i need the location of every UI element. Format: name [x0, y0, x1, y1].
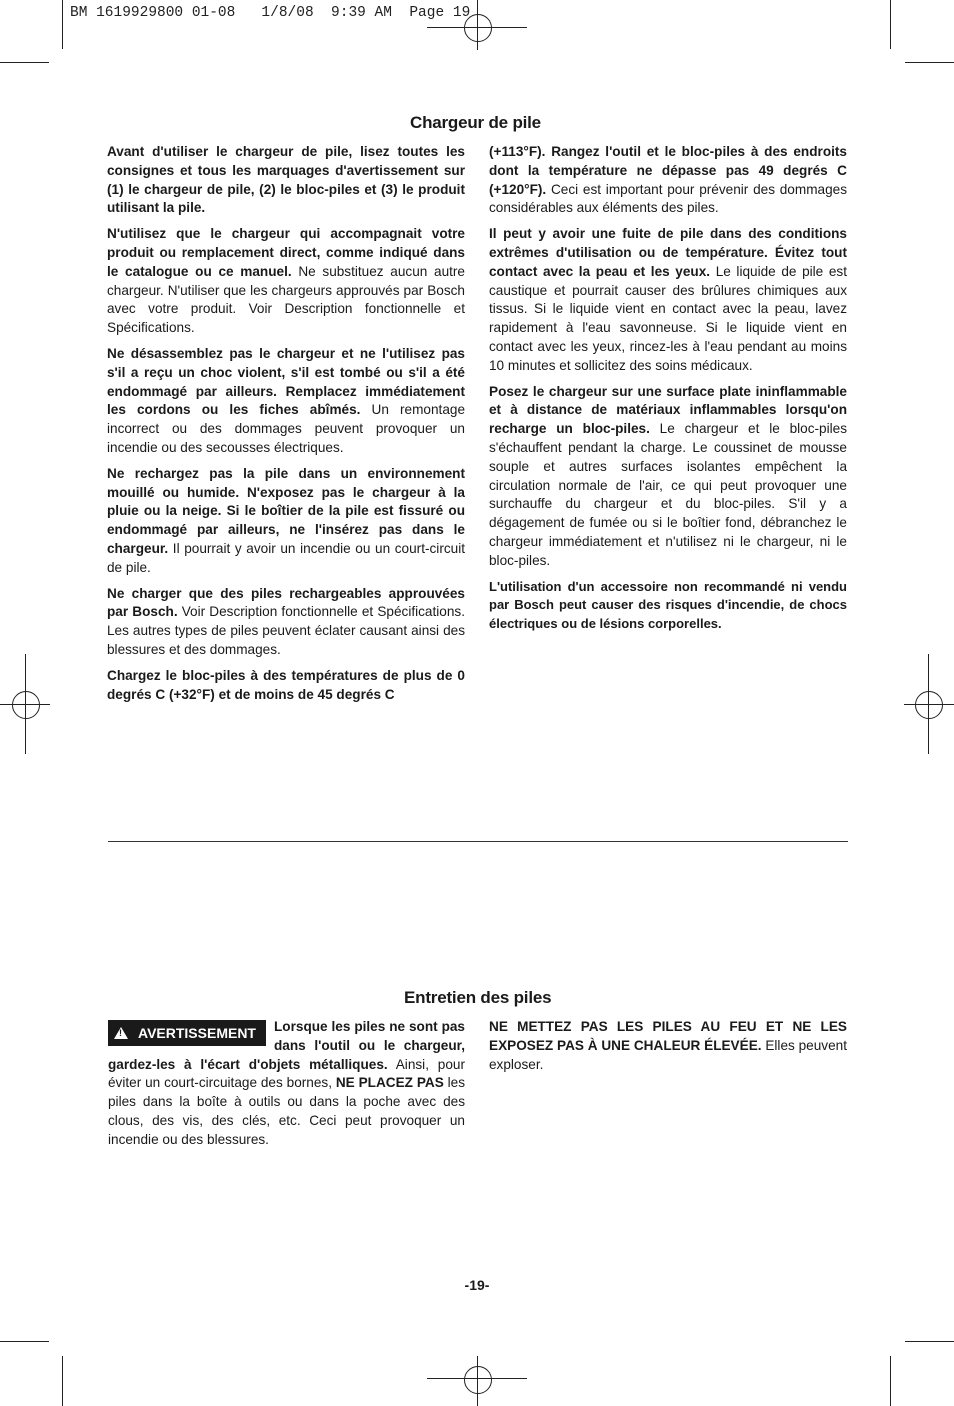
entretien-right-column [489, 1018, 847, 1081]
section-divider [108, 841, 848, 842]
chargeur-paragraph: Avant d'utiliser le chargeur de pile, lisez toutes les consignes et tous les marquages d'avertissement sur (1) le chargeur de pile, (2) le bloc-piles et (3) le produit utilisant la pile. [107, 144, 465, 216]
chargeur-paragraph: Ne rechargez pas la pile dans un environnement mouillé ou humide. N'exposez pas le chargeur à la pluie ou la neige. Si le boîtier de la pile est fissuré ou endommagé par ailleurs, ne l'insérez pas dans le chargeur. Il pourrait y avoir un incendie ou un court-circuit de pile. [107, 465, 465, 575]
chargeur-right-column [489, 143, 847, 641]
entretien-paragraph: NE METTEZ PAS LES PILES AU FEU ET NE LES EXPOSEZ PAS À UNE CHALEUR ÉLEVÉE. Elles peuvent exploser. [489, 1019, 847, 1072]
section-title-entretien: Entretien des piles [404, 988, 552, 1007]
chargeur-paragraph: Posez le chargeur sur une surface plate ininflammable et à distance de matériaux inflammables lorsqu'on recharge un bloc-piles. Le chargeur et le bloc-piles s'échauffent pendant la charge. Le coussinet de mousse souple et autres surfaces isolantes empêchent la circulation normale de l'air, ce qui peut provoquer une surchauffe du chargeur et du bloc-piles. S'il y a dégagement de fumée ou si le boîtier fond, débranchez le chargeur immédiatement et n'utilisez ni le chargeur, ni le bloc-piles. [489, 383, 847, 568]
chargeur-paragraph: Ne charger que des piles rechargeables approuvées par Bosch. Voir Description fonctionnelle et Spécifications. Les autres types de piles peuvent éclater causant ainsi des blessures et des dommages. [107, 585, 465, 657]
chargeur-paragraph: (+113°F). Rangez l'outil et le bloc-piles à des endroits dont la température ne dépasse pas 49 degrés C (+120°F). Ceci est important pour prévenir des dommages considérables aux éléments des piles. [489, 144, 847, 216]
print-slug: BM 1619929800 01-08 1/8/08 9:39 AM Page 19 [70, 5, 471, 21]
chargeur-paragraph: N'utilisez que le chargeur qui accompagnait votre produit ou remplacement direct, comme indiqué dans le catalogue ou ce manuel. Ne substituez aucun autre chargeur. N'utiliser que les chargeurs approuvés par Bosch avec votre produit. Voir Description fonctionnelle et Spécifications. [107, 226, 465, 336]
warning-triangle-icon: ! [114, 1027, 128, 1039]
section-title-chargeur: Chargeur de pile [410, 113, 541, 132]
chargeur-paragraph: L'utilisation d'un accessoire non recommandé ni vendu par Bosch peut causer des risques d'incendie, de chocs électriques ou de lésions corporelles. [489, 578, 847, 632]
page-number: -19- [464, 1277, 490, 1293]
chargeur-left-column [107, 143, 465, 711]
entretien-left-column [108, 1018, 465, 1157]
chargeur-paragraph: Il peut y avoir une fuite de pile dans des conditions extrêmes d'utilisation ou de température. Évitez tout contact avec la peau et les yeux. Le liquide de pile est caustique et pourrait causer des brûlures chimiques aux tissus. Si le liquide vient en contact avec la peau, lavez rapidement à l'eau savonneuse. Si le liquide vient en contact avec les yeux, rincez-les à l'eau pendant au moins 10 minutes et sollicitez des soins médicaux. [489, 226, 847, 373]
warning-badge [108, 1020, 266, 1046]
chargeur-paragraph: Chargez le bloc-piles à des températures de plus de 0 degrés C (+32°F) et de moins de 45 degrés C [107, 667, 465, 702]
warning-label: AVERTISSEMENT [138, 1025, 256, 1041]
chargeur-paragraph: Ne désassemblez pas le chargeur et ne l'utilisez pas s'il a reçu un choc violent, s'il est tombé ou s'il a été endommagé par ailleurs. Remplacez immédiatement les cordons ou les fiches abîmés. Un remontage incorrect ou des dommages peuvent provoquer un incendie ou des secousses électriques. [107, 345, 465, 455]
entretien-paragraph: Lorsque les piles ne sont pas dans l'outil ou le chargeur, gardez-les à l'écart d'objets métalliques. Ainsi, pour éviter un court-circuitage des bornes, NE PLACEZ PAS les piles dans la boîte à outils ou dans la poche avec des clous, des vis, des clés, etc. Ceci peut provoquer un incendie ou des blessures. [108, 1019, 465, 1147]
